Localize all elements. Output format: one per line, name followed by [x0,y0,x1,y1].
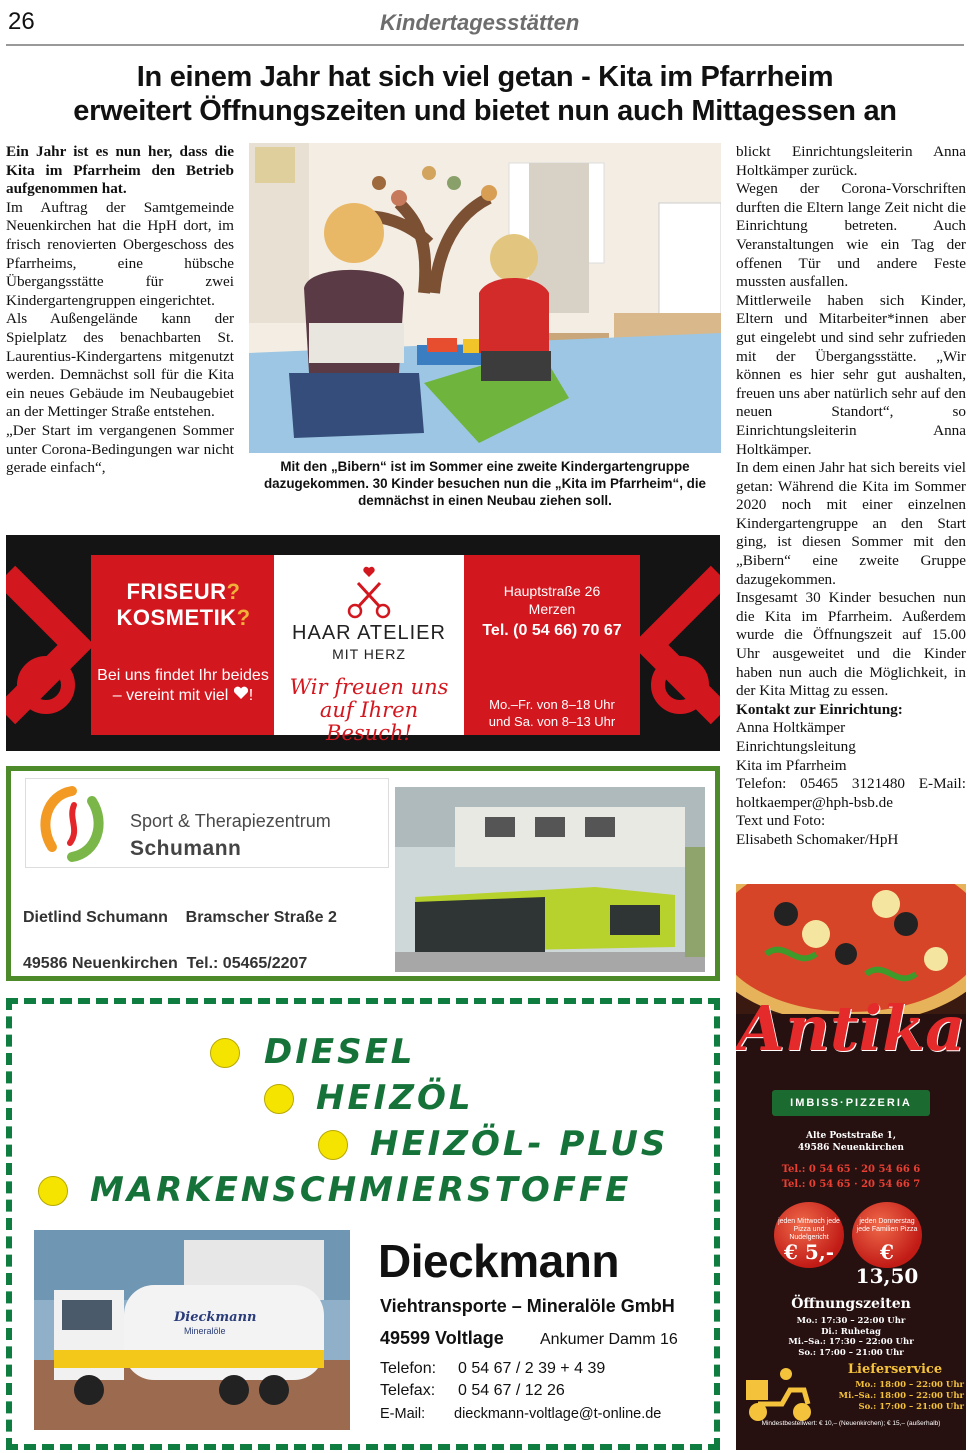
antika-address-line: 49586 Neuenkirchen [798,1143,904,1153]
antika-address-line: Alte Poststraße 1, [805,1131,897,1141]
slogan-end: ! [248,687,254,704]
article-lead: Ein Jahr ist es nun her, dass die Kita im Pfarrheim den Betrieb aufgenommen hat. [6,143,234,198]
bullet-dot [264,1084,294,1114]
schumann-building-photo [395,787,705,972]
article-paragraph: Wegen der Corona-Vorschriften durften die Eltern lange Zeit nicht die Einrichtung betreten. Auch Veranstaltungen wie ein Tag der offenen Tür und andere Feste mussten ausfallen. [736,180,966,291]
dieckmann-phone-row [380,1360,605,1378]
truck-photo [34,1230,350,1430]
contact-line: Text und Foto: [736,812,826,830]
haar-atelier-name: HAAR ATELIER [292,622,446,644]
antika-phones [736,1162,966,1192]
haar-atelier-ad [6,535,720,751]
email-value: dieckmann-voltlage@t-online.de [454,1406,662,1422]
truck-logo: Dieckmann [174,1310,257,1325]
hours-line: Di.: Ruhetag [821,1326,881,1337]
antika-address [736,1130,966,1154]
question-mark: ? [236,605,251,630]
schumann-logo-line2: Schumann [130,837,242,860]
product-heizoel-plus: HEIZÖL- PLUS [370,1124,669,1164]
haar-phone: Tel. (0 54 66) 70 67 [482,622,622,639]
dieckmann-ad [6,998,720,1450]
haar-hours-line: und Sa. von 8–13 Uhr [488,714,616,729]
heart-icon [233,686,249,700]
header-rule [6,44,964,46]
antika-phone: Tel.: 0 54 65 · 20 54 66 7 [781,1179,921,1190]
bullet-dot [38,1176,68,1206]
fax-value: 0 54 67 / 12 26 [458,1382,565,1399]
truck-logo-sub: Mineralöle [184,1326,226,1336]
article-paragraph: Im Auftrag der Samtgemeinde Neuenkirchen hat die HpH dort, im frisch renovierten Obergeschoss des Pfarrheims, eine hübsche Übergangsstätte für zwei Kindergartengruppen eingerichtet. [6,198,234,309]
article-paragraph: Mittlerweile haben sich Kinder, Eltern und Mitarbeiter*innen aber gut eingelebt und sind sehr zufrieden mit der Übergangsstätte. „Wir können es hier sehr gut aushalten, freuen uns aber natürlich sehr auf den neuen Standort“, so Einrichtungsleiterin Anna Holtkämper. [736,291,966,458]
delivery-line: So.: 17:00 – 21:00 Uhr [858,1402,964,1412]
kosmetik-text: KOSMETIK [116,605,237,630]
schumann-ad [6,766,720,981]
delivery-line: Mo.: 18:00 – 22:00 Uhr [855,1380,964,1390]
hours-line: So.: 17:00 – 21:00 Uhr [798,1347,904,1358]
friseur-text: FRISEUR [126,579,227,604]
dieckmann-street: Ankumer Damm 16 [540,1331,678,1348]
schumann-address-line1: Dietlind Schumann Bramscher Straße 2 [23,909,337,926]
offer2-price: € 13,50 [855,1240,919,1288]
dieckmann-email-row [380,1406,661,1422]
article-paragraph: Insgesamt 30 Kinder besuchen nun die Kita im Pfarrheim. Außerdem wurde die Öffnungszeit auf 15.00 Uhr ausgeweitet und die Kinder haben nun auch die Möglichkeit, in der Kita Mittag zu essen. [736,589,966,700]
dieckmann-town: 49599 Voltlage [380,1328,504,1348]
product-diesel: DIESEL [264,1032,416,1072]
children-playing-image [249,143,721,453]
friseur-kosmetik-heading [101,579,266,631]
offer2-text: jeden Donnerstag jede Familien Pizza [856,1218,918,1233]
haar-city: Merzen [528,601,576,617]
headline-line-1: In einem Jahr hat sich viel getan - Kita im Pfarrheim [136,61,834,93]
product-heizoel: HEIZÖL [316,1078,474,1118]
hours-line: Mi.–Sa.: 17:30 – 22:00 Uhr [788,1337,914,1347]
haar-hours [464,696,640,730]
dieckmann-subtitle: Viehtransporte – Mineralöle GmbH [380,1296,675,1316]
schumann-logo-line1: Sport & Therapiezentrum [130,811,331,831]
dieckmann-name: Dieckmann [378,1235,619,1287]
product-schmierstoffe: MARKENSCHMIERSTOFFE [90,1170,632,1210]
min-order: Mindestbestellwert: € 10,– (Neuenkirchen); € 15,– (außerhalb) [761,1420,941,1427]
imbiss-pizzeria-banner: IMBISS·PIZZERIA [772,1090,930,1116]
article-photo [249,143,721,453]
schumann-logo-box [25,778,389,868]
delivery-title: Lieferservice [847,1362,943,1377]
schumann-address-line2: 49586 Neuenkirchen Tel.: 05465/2207 [23,955,308,972]
article-column-3 [736,143,966,850]
contact-line: Kita im Pfarrheim [736,756,847,774]
fax-label: Telefax: [380,1382,436,1399]
haar-hours-line: Mo.–Fr. von 8–18 Uhr [489,697,615,712]
contact-line: Elisabeth Schomaker/HpH [736,830,899,848]
article-paragraph: Als Außengelände kann der Spielplatz des benachbarten St. Laurentius-Kindergartens mitgenutzt werden. Demnächst soll für die Kita ein neues Gebäude im Neubaugebiet an der Mettinger Straße entstehen. [6,310,234,421]
contact-label: Kontakt zur Einrichtung: [736,700,903,718]
email-label: E-Mail: [380,1406,426,1422]
article-column-1 [6,143,234,478]
article-paragraph: „Der Start im vergangenen Sommer unter Corona-Bedingungen war nicht gerade einfach“, [6,421,234,477]
phone-value: 0 54 67 / 2 39 + 4 39 [458,1360,606,1377]
haar-street: Hauptstraße 26 [503,583,601,599]
question-mark: ? [226,579,241,604]
scissors-heart-icon [344,565,394,620]
bullet-dot [210,1038,240,1068]
phone-label: Telefon: [380,1360,437,1377]
schumann-logo-icon [32,785,112,863]
contact-line: Einrichtungsleitung [736,738,856,755]
page-number: 26 [8,8,35,35]
antika-ad [736,884,966,1450]
antika-phone: Tel.: 0 54 65 · 20 54 66 6 [781,1164,921,1175]
delivery-scooter-icon [742,1364,822,1424]
photo-caption: Mit den „Bibern“ ist im Sommer eine zweite Kindergartengruppe dazugekommen. 30 Kinder besuchen nun die „Kita im Pfarrheim“, die demnächst in einen Neubau ziehen soll. [264,459,706,508]
slogan-text: Bei uns findet Ihr beides – vereint mit viel [97,667,269,704]
offer1-price: € 5,- [783,1240,835,1264]
bullet-dot [318,1130,348,1160]
delivery-hours [826,1380,964,1413]
ad-slogan [96,666,270,706]
opening-hours [736,1316,966,1358]
hours-line: Mo.: 17:30 – 22:00 Uhr [796,1316,906,1326]
opening-hours-title: Öffnungszeiten [791,1296,911,1312]
dieckmann-fax-row [380,1382,565,1400]
delivery-line: Mi.–Sa.: 18:00 – 22:00 Uhr [838,1391,964,1401]
mit-herz-text: MIT HERZ [332,646,406,662]
contact-line: Anna Holtkämper [736,719,846,737]
article-paragraph: blickt Einrichtungsleiterin Anna Holtkämper zurück. [736,143,966,179]
haar-address [464,582,640,618]
article-paragraph: In dem einen Jahr hat sich bereits viel getan: Während die Kita im Sommer 2020 noch mit einer einzelnen Kindergartengruppe an den Start ging, ist diesen Sommer mit den „Bibern“ eine zweite Gruppe dazugekommen. [736,459,966,588]
article-headline [40,60,930,128]
antika-brand: Antika [736,992,966,1065]
section-title: Kindertagesstätten [380,10,580,35]
greeting-script: Wir freuen uns auf Ihren Besuch! [289,675,449,745]
headline-line-2: erweitert Öffnungszeiten und bietet nun auch Mittagessen an [73,95,897,127]
building-image [395,787,705,972]
offer1-text: jeden Mittwoch jede Pizza und Nudelgericht [778,1218,840,1241]
contact-line: Telefon: 05465 3121480 E-Mail: holtkaemper@hph-bsb.de [736,775,966,811]
